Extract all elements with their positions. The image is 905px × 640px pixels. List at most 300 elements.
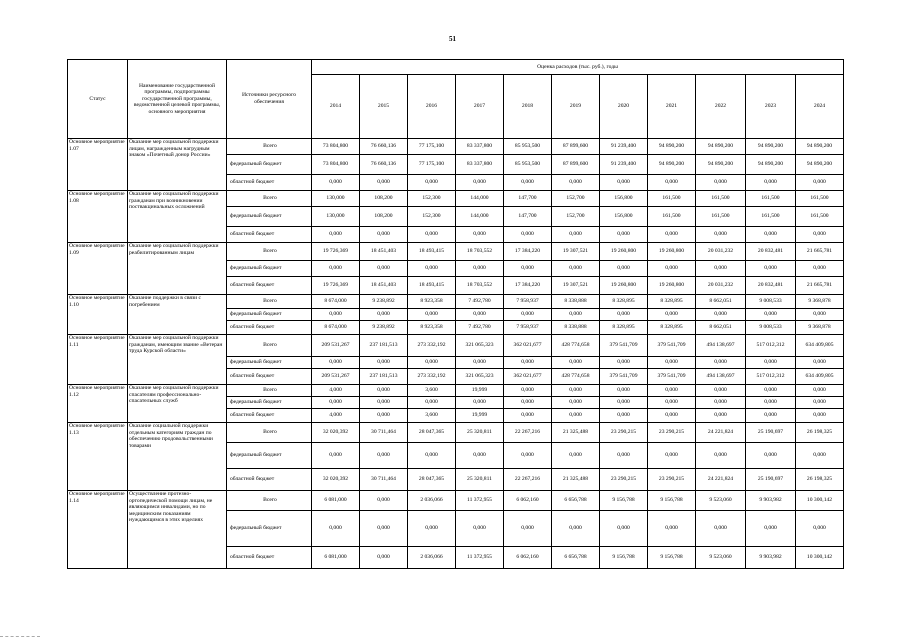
value-cell: 6 081,000 — [312, 547, 360, 569]
value-cell: 94 890,200 — [746, 139, 796, 155]
value-cell: 9 156,788 — [600, 491, 648, 511]
value-cell: 19,999 — [456, 385, 504, 397]
value-cell: 26 198,325 — [796, 469, 844, 491]
value-cell: 94 890,200 — [746, 155, 796, 175]
value-cell: 0,000 — [408, 227, 456, 243]
value-cell: 0,000 — [600, 227, 648, 243]
value-cell: 152,700 — [552, 207, 600, 227]
value-cell: 0,000 — [360, 357, 408, 369]
source-cell: Всего — [227, 491, 312, 511]
scan-edge-mark — [0, 636, 40, 640]
value-cell: 9 523,060 — [696, 547, 746, 569]
value-cell: 161,500 — [696, 191, 746, 207]
value-cell: 0,000 — [648, 175, 696, 191]
source-cell: федеральный бюджет — [227, 397, 312, 409]
table-row — [68, 335, 844, 357]
value-cell: 23 290,215 — [648, 469, 696, 491]
value-cell: 362 021,677 — [504, 335, 552, 357]
value-cell: 0,000 — [552, 385, 600, 397]
value-cell: 18 451,403 — [360, 277, 408, 295]
value-cell: 0,000 — [696, 175, 746, 191]
value-cell: 108,200 — [360, 207, 408, 227]
value-cell: 0,000 — [600, 357, 648, 369]
value-cell: 0,000 — [746, 309, 796, 321]
value-cell: 30 711,464 — [360, 423, 408, 443]
value-cell: 379 541,709 — [600, 369, 648, 385]
measure-name-cell: Оказание мер социальной поддержки реабилитированным лицам — [128, 243, 227, 295]
value-cell: 0,000 — [456, 227, 504, 243]
status-cell: Основное мероприятие 1.12 — [68, 385, 128, 423]
value-cell: 8 338,888 — [552, 321, 600, 335]
value-cell: 94 890,200 — [796, 155, 844, 175]
value-cell: 9 523,060 — [696, 491, 746, 511]
value-cell: 0,000 — [360, 409, 408, 423]
value-cell: 7 492,780 — [456, 321, 504, 335]
value-cell: 0,000 — [696, 397, 746, 409]
value-cell: 0,000 — [312, 175, 360, 191]
value-cell: 9 156,788 — [648, 491, 696, 511]
value-cell: 237 181,513 — [360, 369, 408, 385]
value-cell: 11 372,955 — [456, 491, 504, 511]
value-cell: 0,000 — [360, 443, 408, 469]
measure-name-cell: Оказание мер социальной поддержки гражданам при возникновении поствакцинальных осложнений — [128, 191, 227, 243]
value-cell: 0,000 — [552, 511, 600, 547]
value-cell: 379 541,709 — [648, 335, 696, 357]
value-cell: 0,000 — [504, 409, 552, 423]
measure-name-cell: Оказание мер социальной поддержки гражданам, имеющим звание «Ветеран труда Курской области» — [128, 335, 227, 385]
value-cell: 7 492,780 — [456, 295, 504, 309]
value-cell: 0,000 — [408, 175, 456, 191]
header-year: 2020 — [600, 75, 648, 139]
value-cell: 0,000 — [456, 511, 504, 547]
measure-name-cell: Оказание мер социальной поддержки спасателям профессионально-спасательных служб — [128, 385, 227, 423]
value-cell: 0,000 — [552, 443, 600, 469]
value-cell: 634 409,805 — [796, 335, 844, 357]
value-cell: 0,000 — [746, 227, 796, 243]
value-cell: 20 031,232 — [696, 277, 746, 295]
value-cell: 0,000 — [696, 357, 746, 369]
value-cell: 0,000 — [746, 385, 796, 397]
source-cell: Всего — [227, 243, 312, 261]
source-cell: областной бюджет — [227, 547, 312, 569]
value-cell: 4,000 — [312, 385, 360, 397]
value-cell: 0,000 — [600, 409, 648, 423]
value-cell: 0,000 — [360, 261, 408, 277]
value-cell: 28 047,365 — [408, 423, 456, 443]
value-cell: 0,000 — [504, 261, 552, 277]
table-row — [68, 385, 844, 397]
value-cell: 32 020,392 — [312, 469, 360, 491]
value-cell: 87 899,600 — [552, 139, 600, 155]
value-cell: 0,000 — [552, 227, 600, 243]
value-cell: 0,000 — [504, 357, 552, 369]
value-cell: 0,000 — [600, 309, 648, 321]
source-cell: областной бюджет — [227, 277, 312, 295]
value-cell: 0,000 — [456, 357, 504, 369]
value-cell: 156,800 — [600, 207, 648, 227]
value-cell: 6 081,000 — [312, 491, 360, 511]
value-cell: 9 156,788 — [648, 547, 696, 569]
source-cell: федеральный бюджет — [227, 443, 312, 469]
value-cell: 634 409,805 — [796, 369, 844, 385]
value-cell: 2 036,066 — [408, 547, 456, 569]
value-cell: 94 890,200 — [796, 139, 844, 155]
value-cell: 0,000 — [312, 309, 360, 321]
header-year: 2015 — [360, 75, 408, 139]
value-cell: 17 384,220 — [504, 277, 552, 295]
table-row — [68, 491, 844, 511]
value-cell: 0,000 — [648, 357, 696, 369]
value-cell: 7 958,937 — [504, 295, 552, 309]
value-cell: 0,000 — [360, 309, 408, 321]
value-cell: 17 384,220 — [504, 243, 552, 261]
value-cell: 147,700 — [504, 191, 552, 207]
value-cell: 0,000 — [600, 261, 648, 277]
status-cell: Основное мероприятие 1.07 — [68, 139, 128, 191]
header-year: 2021 — [648, 75, 696, 139]
value-cell: 156,800 — [600, 191, 648, 207]
source-cell: областной бюджет — [227, 321, 312, 335]
source-cell: федеральный бюджет — [227, 511, 312, 547]
value-cell: 0,000 — [600, 385, 648, 397]
value-cell: 73 804,800 — [312, 155, 360, 175]
value-cell: 18 703,552 — [456, 277, 504, 295]
source-cell: областной бюджет — [227, 409, 312, 423]
value-cell: 237 181,513 — [360, 335, 408, 357]
value-cell: 25 190,697 — [746, 423, 796, 443]
header-estimate: Оценка расходов (тыс. руб.), годы — [312, 60, 844, 75]
header-source: Источники ресурсного обеспечения — [227, 60, 312, 139]
value-cell: 0,000 — [600, 175, 648, 191]
value-cell: 379 541,709 — [648, 369, 696, 385]
status-cell: Основное мероприятие 1.08 — [68, 191, 128, 243]
value-cell: 18 451,403 — [360, 243, 408, 261]
value-cell: 0,000 — [504, 385, 552, 397]
value-cell: 18 493,415 — [408, 243, 456, 261]
value-cell: 209 531,267 — [312, 369, 360, 385]
value-cell: 19 260,800 — [648, 277, 696, 295]
value-cell: 0,000 — [456, 309, 504, 321]
value-cell: 32 020,392 — [312, 423, 360, 443]
source-cell: областной бюджет — [227, 175, 312, 191]
source-cell: Всего — [227, 335, 312, 357]
header-year: 2023 — [746, 75, 796, 139]
value-cell: 0,000 — [746, 511, 796, 547]
source-cell: областной бюджет — [227, 469, 312, 491]
value-cell: 76 660,136 — [360, 155, 408, 175]
value-cell: 19 260,800 — [600, 243, 648, 261]
header-year: 2018 — [504, 75, 552, 139]
value-cell: 108,200 — [360, 191, 408, 207]
value-cell: 8 338,888 — [552, 295, 600, 309]
header-year: 2019 — [552, 75, 600, 139]
value-cell: 8 923,358 — [408, 295, 456, 309]
value-cell: 19 726,369 — [312, 243, 360, 261]
source-cell: Всего — [227, 139, 312, 155]
value-cell: 9 368,878 — [796, 321, 844, 335]
value-cell: 3,600 — [408, 385, 456, 397]
value-cell: 0,000 — [552, 397, 600, 409]
value-cell: 20 832,481 — [746, 243, 796, 261]
value-cell: 0,000 — [504, 511, 552, 547]
value-cell: 85 953,500 — [504, 155, 552, 175]
value-cell: 94 890,200 — [696, 139, 746, 155]
value-cell: 0,000 — [552, 261, 600, 277]
value-cell: 0,000 — [746, 397, 796, 409]
value-cell: 11 372,955 — [456, 547, 504, 569]
value-cell: 0,000 — [456, 175, 504, 191]
source-cell: Всего — [227, 385, 312, 397]
value-cell: 494 138,697 — [696, 369, 746, 385]
value-cell: 0,000 — [456, 397, 504, 409]
value-cell: 0,000 — [746, 357, 796, 369]
value-cell: 379 541,709 — [600, 335, 648, 357]
value-cell: 0,000 — [408, 357, 456, 369]
source-cell: Всего — [227, 423, 312, 443]
value-cell: 0,000 — [696, 227, 746, 243]
source-cell: федеральный бюджет — [227, 309, 312, 321]
value-cell: 21 325,488 — [552, 423, 600, 443]
value-cell: 18 703,552 — [456, 243, 504, 261]
value-cell: 161,500 — [648, 207, 696, 227]
source-cell: Всего — [227, 191, 312, 207]
value-cell: 24 221,824 — [696, 469, 746, 491]
value-cell: 0,000 — [408, 443, 456, 469]
value-cell: 8 328,895 — [648, 295, 696, 309]
value-cell: 0,000 — [456, 443, 504, 469]
value-cell: 0,000 — [360, 227, 408, 243]
value-cell: 0,000 — [312, 397, 360, 409]
measure-name-cell: Оказание поддержки в связи с погребением — [128, 295, 227, 335]
value-cell: 19 307,521 — [552, 277, 600, 295]
status-cell: Основное мероприятие 1.09 — [68, 243, 128, 295]
value-cell: 83 337,800 — [456, 155, 504, 175]
value-cell: 19,999 — [456, 409, 504, 423]
value-cell: 0,000 — [648, 261, 696, 277]
value-cell: 9 008,533 — [746, 295, 796, 309]
value-cell: 0,000 — [456, 261, 504, 277]
value-cell: 23 290,215 — [600, 469, 648, 491]
value-cell: 30 711,464 — [360, 469, 408, 491]
value-cell: 0,000 — [696, 409, 746, 423]
page-number: 51 — [449, 35, 456, 43]
table-row — [68, 139, 844, 155]
value-cell: 0,000 — [796, 385, 844, 397]
status-cell: Основное мероприятие 1.13 — [68, 423, 128, 491]
value-cell: 8 923,358 — [408, 321, 456, 335]
value-cell: 9 238,892 — [360, 295, 408, 309]
value-cell: 161,500 — [696, 207, 746, 227]
value-cell: 130,000 — [312, 207, 360, 227]
value-cell: 0,000 — [746, 409, 796, 423]
value-cell: 94 890,200 — [648, 139, 696, 155]
value-cell: 0,000 — [796, 511, 844, 547]
source-cell: федеральный бюджет — [227, 357, 312, 369]
source-cell: федеральный бюджет — [227, 261, 312, 277]
value-cell: 362 021,677 — [504, 369, 552, 385]
value-cell: 0,000 — [360, 397, 408, 409]
value-cell: 94 890,200 — [648, 155, 696, 175]
value-cell: 0,000 — [696, 261, 746, 277]
header-year: 2024 — [796, 75, 844, 139]
value-cell: 152,700 — [552, 191, 600, 207]
header-name: Наименование государственной программы, подпрограммы государственной программы, ведомственной целевой программы, основного мероприятия — [128, 60, 227, 139]
value-cell: 0,000 — [504, 443, 552, 469]
value-cell: 85 953,500 — [504, 139, 552, 155]
value-cell: 428 774,658 — [552, 369, 600, 385]
value-cell: 25 190,697 — [746, 469, 796, 491]
value-cell: 9 008,533 — [746, 321, 796, 335]
value-cell: 0,000 — [600, 511, 648, 547]
value-cell: 0,000 — [312, 511, 360, 547]
value-cell: 8 662,051 — [696, 295, 746, 309]
value-cell: 0,000 — [504, 397, 552, 409]
value-cell: 6 062,160 — [504, 491, 552, 511]
value-cell: 321 065,323 — [456, 369, 504, 385]
value-cell: 161,500 — [746, 191, 796, 207]
value-cell: 0,000 — [648, 227, 696, 243]
value-cell: 517 012,312 — [746, 335, 796, 357]
value-cell: 161,500 — [796, 191, 844, 207]
value-cell: 0,000 — [504, 309, 552, 321]
value-cell: 8 662,051 — [696, 321, 746, 335]
value-cell: 8 328,895 — [600, 321, 648, 335]
value-cell: 3,600 — [408, 409, 456, 423]
value-cell: 23 290,215 — [648, 423, 696, 443]
value-cell: 0,000 — [746, 443, 796, 469]
table-row — [68, 423, 844, 443]
value-cell: 161,500 — [648, 191, 696, 207]
header-status: Статус — [68, 60, 128, 139]
value-cell: 6 656,788 — [552, 547, 600, 569]
value-cell: 0,000 — [696, 511, 746, 547]
value-cell: 0,000 — [796, 261, 844, 277]
table-row — [68, 295, 844, 309]
value-cell: 26 198,325 — [796, 423, 844, 443]
value-cell: 0,000 — [312, 357, 360, 369]
value-cell: 0,000 — [408, 511, 456, 547]
value-cell: 77 175,100 — [408, 155, 456, 175]
value-cell: 0,000 — [552, 309, 600, 321]
value-cell: 0,000 — [552, 409, 600, 423]
value-cell: 83 337,800 — [456, 139, 504, 155]
value-cell: 9 903,982 — [746, 491, 796, 511]
value-cell: 91 239,400 — [600, 139, 648, 155]
value-cell: 0,000 — [648, 385, 696, 397]
value-cell: 147,700 — [504, 207, 552, 227]
value-cell: 0,000 — [600, 443, 648, 469]
value-cell: 0,000 — [648, 511, 696, 547]
value-cell: 0,000 — [504, 227, 552, 243]
source-cell: федеральный бюджет — [227, 155, 312, 175]
value-cell: 0,000 — [796, 227, 844, 243]
value-cell: 0,000 — [504, 175, 552, 191]
header-year: 2022 — [696, 75, 746, 139]
measure-name-cell: Оказание социальной поддержки отдельным категориям граждан по обеспечению продовольственными товарами — [128, 423, 227, 491]
value-cell: 0,000 — [796, 175, 844, 191]
value-cell: 9 368,878 — [796, 295, 844, 309]
value-cell: 144,000 — [456, 207, 504, 227]
value-cell: 6 656,788 — [552, 491, 600, 511]
value-cell: 28 047,365 — [408, 469, 456, 491]
value-cell: 76 660,136 — [360, 139, 408, 155]
value-cell: 0,000 — [696, 443, 746, 469]
value-cell: 0,000 — [746, 175, 796, 191]
value-cell: 0,000 — [312, 227, 360, 243]
value-cell: 0,000 — [648, 443, 696, 469]
table-row — [68, 191, 844, 207]
value-cell: 87 899,600 — [552, 155, 600, 175]
value-cell: 6 062,160 — [504, 547, 552, 569]
value-cell: 21 665,781 — [796, 243, 844, 261]
value-cell: 0,000 — [408, 397, 456, 409]
value-cell: 161,500 — [746, 207, 796, 227]
value-cell: 4,000 — [312, 409, 360, 423]
value-cell: 273 332,192 — [408, 335, 456, 357]
value-cell: 25 320,811 — [456, 423, 504, 443]
value-cell: 494 138,697 — [696, 335, 746, 357]
value-cell: 0,000 — [312, 443, 360, 469]
value-cell: 0,000 — [552, 175, 600, 191]
value-cell: 130,000 — [312, 191, 360, 207]
value-cell: 22 267,216 — [504, 423, 552, 443]
value-cell: 19 307,521 — [552, 243, 600, 261]
value-cell: 0,000 — [408, 261, 456, 277]
measure-name-cell: Оказание мер социальной поддержки лицам, награжденным нагрудным знаком «Почетный донор России» — [128, 139, 227, 191]
value-cell: 19 260,800 — [648, 243, 696, 261]
value-cell: 273 332,192 — [408, 369, 456, 385]
value-cell: 0,000 — [408, 309, 456, 321]
value-cell: 9 238,892 — [360, 321, 408, 335]
value-cell: 0,000 — [796, 443, 844, 469]
source-cell: федеральный бюджет — [227, 207, 312, 227]
value-cell: 0,000 — [796, 409, 844, 423]
value-cell: 0,000 — [796, 397, 844, 409]
value-cell: 0,000 — [360, 491, 408, 511]
value-cell: 152,300 — [408, 191, 456, 207]
value-cell: 0,000 — [648, 397, 696, 409]
value-cell: 0,000 — [696, 385, 746, 397]
value-cell: 73 804,800 — [312, 139, 360, 155]
value-cell: 0,000 — [312, 261, 360, 277]
value-cell: 8 328,895 — [648, 321, 696, 335]
header-year: 2014 — [312, 75, 360, 139]
value-cell: 0,000 — [360, 511, 408, 547]
value-cell: 0,000 — [746, 261, 796, 277]
value-cell: 22 267,216 — [504, 469, 552, 491]
source-cell: областной бюджет — [227, 227, 312, 243]
value-cell: 161,500 — [796, 207, 844, 227]
value-cell: 0,000 — [648, 409, 696, 423]
value-cell: 8 328,895 — [600, 295, 648, 309]
value-cell: 21 665,781 — [796, 277, 844, 295]
table-row — [68, 243, 844, 261]
status-cell: Основное мероприятие 1.11 — [68, 335, 128, 385]
value-cell: 19 260,800 — [600, 277, 648, 295]
value-cell: 9 903,982 — [746, 547, 796, 569]
value-cell: 144,000 — [456, 191, 504, 207]
value-cell: 77 175,100 — [408, 139, 456, 155]
value-cell: 10 300,142 — [796, 547, 844, 569]
value-cell: 0,000 — [600, 397, 648, 409]
value-cell: 7 958,937 — [504, 321, 552, 335]
value-cell: 0,000 — [696, 309, 746, 321]
value-cell: 21 325,488 — [552, 469, 600, 491]
value-cell: 0,000 — [360, 175, 408, 191]
value-cell: 152,300 — [408, 207, 456, 227]
value-cell: 25 320,811 — [456, 469, 504, 491]
value-cell: 517 012,312 — [746, 369, 796, 385]
